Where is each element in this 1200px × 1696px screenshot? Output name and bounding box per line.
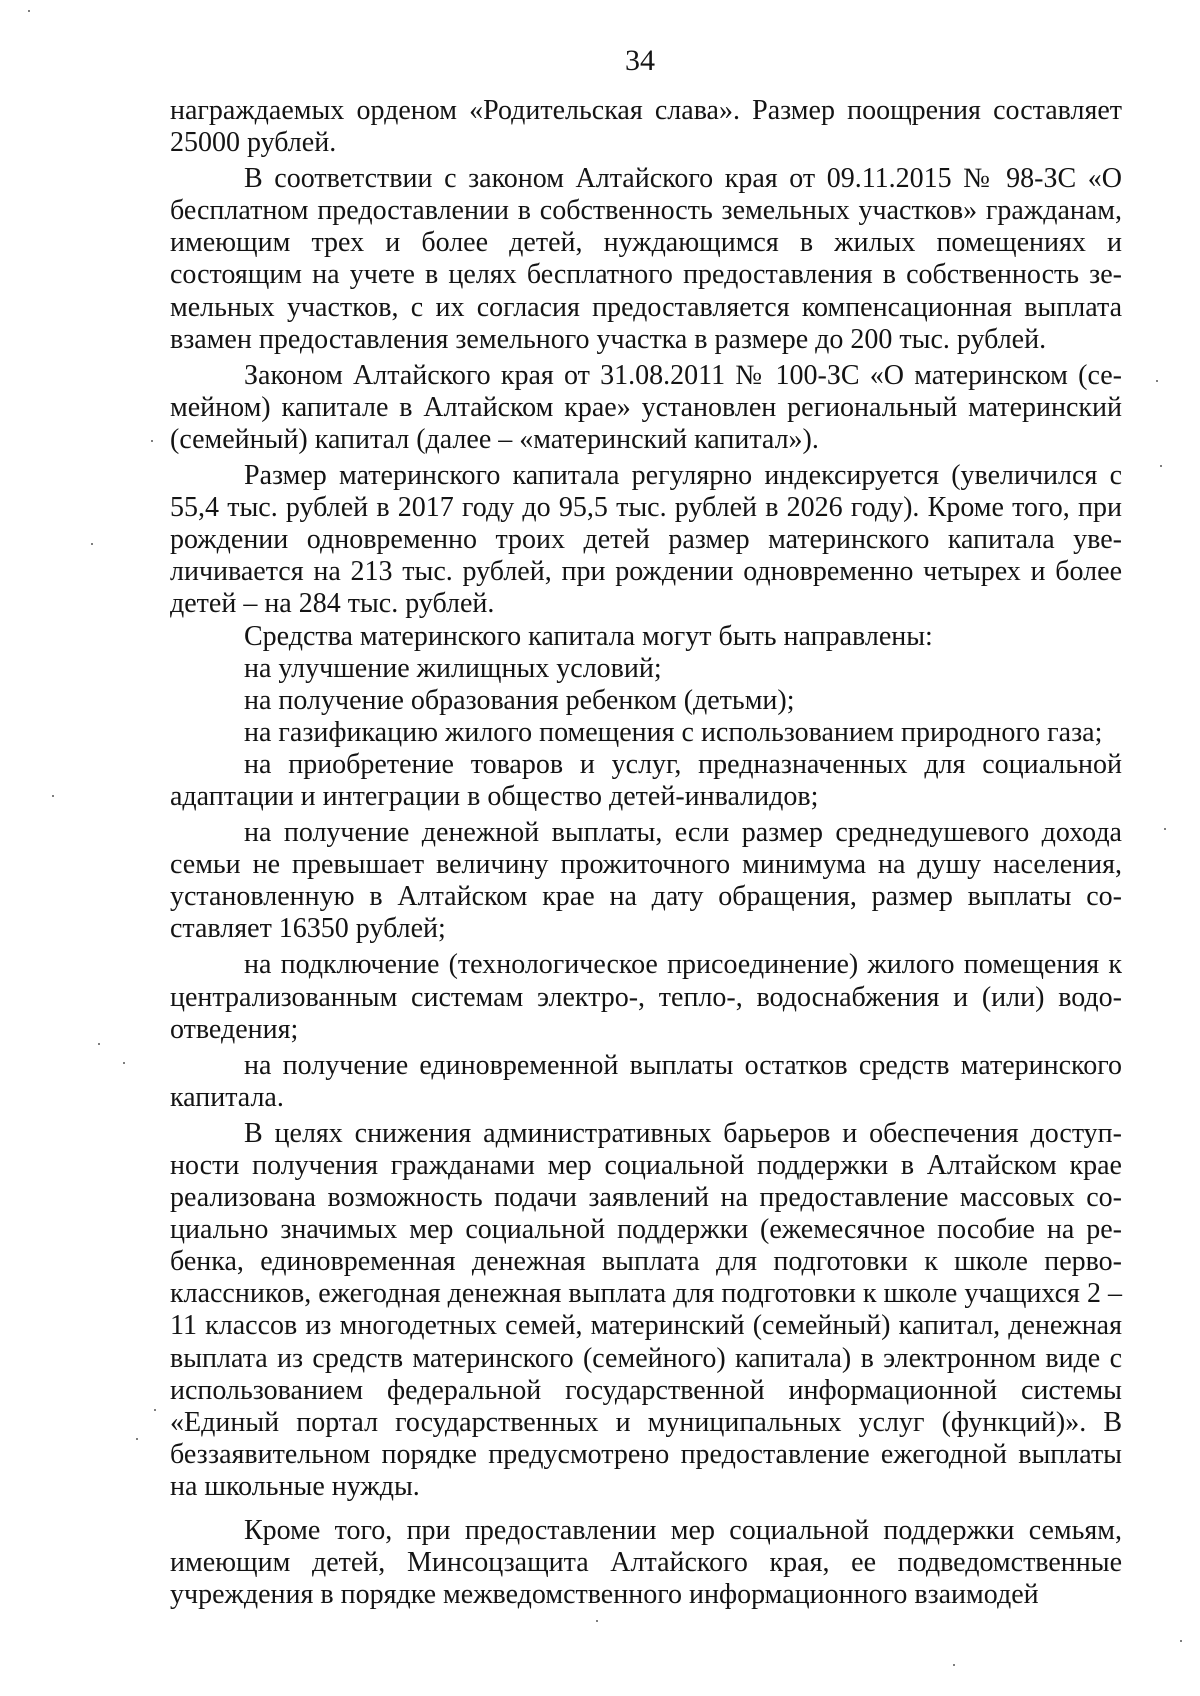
list-item-disabled-children: на приобретение товаров и услуг, предназначенных для социальной адаптации и интеграции в общество детей-инвалидов; <box>170 748 1122 812</box>
scan-speck <box>136 1438 138 1440</box>
scan-speck <box>596 1620 598 1622</box>
document-body <box>170 95 1122 1611</box>
scan-speck <box>151 440 153 442</box>
paragraph-capital-uses-intro: Средства материнского капитала могут быть направлены: <box>244 620 933 652</box>
scan-speck <box>1160 465 1162 467</box>
list-item-education: на получение образования ребенком (детьми); <box>244 684 795 716</box>
list-item-utilities-connection: на подключение (технологическое присоединение) жилого помещения к централизованным системам электро-, тепло-, водоснабжения и (или) водоотведения; <box>170 949 1122 1045</box>
paragraph-electronic-services: В целях снижения административных барьеров и обеспечения доступности получения гражданами мер социальной поддержки в Алтайском крае реализована возможность подачи заявлений на предоставление массовых социально значимых мер социальной поддержки (ежемесячное пособие на ребенка, единовременная денежная выплата для подготовки к школе первоклассников, ежегодная денежная выплата для подготовки к школе учащихся 2 – 11 классов из многодетных семей, материнский (семейный) капитал, денежная выплата из средств материнского (семейного) капитала) в электронном виде с использованием федеральной государственной информационной системы «Единый портал государственных и муниципальных услуг (функций)». В беззаявительном порядке предусмотрено предоставление ежегодной выплаты на школьные нужды. <box>170 1117 1122 1502</box>
scan-speck <box>154 1409 156 1411</box>
paragraph-award-continuation: награждаемых орденом «Родительская слава». Размер поощрения составляет 25000 рублей. <box>170 95 1122 159</box>
page-number: 34 <box>625 44 655 77</box>
scan-speck <box>1164 828 1166 830</box>
list-item-gasification: на газификацию жилого помещения с использованием природного газа; <box>244 716 1103 748</box>
scan-speck <box>28 10 30 12</box>
scan-speck <box>123 1062 125 1064</box>
list-item-lump-sum: на получение единовременной выплаты остатков средств материнского капитала. <box>170 1049 1122 1113</box>
scan-speck <box>52 795 54 797</box>
paragraph-interagency: Кроме того, при предоставлении мер социальной поддержки семьям, имеющим детей, Минсоцзащита Алтайского края, ее подведомственные учреждения в порядке межведомственного информационного взаимодей <box>170 1515 1122 1611</box>
scan-speck <box>953 1664 955 1666</box>
paragraph-maternity-capital-law: Законом Алтайского края от 31.08.2011 № 100-ЗС «О материнском (семейном) капитале в Алтайском крае» установлен региональный материнский (семейный) капитал (далее – «материнский капитал»). <box>170 359 1122 455</box>
list-item-cash-payment: на получение денежной выплаты, если размер среднедушевого дохода семьи не превышает величину прожиточного минимума на душу населения, установленную в Алтайском крае на дату обращения, размер выплаты составляет 16350 рублей; <box>170 817 1122 945</box>
list-item-housing: на улучшение жилищных условий; <box>244 652 662 684</box>
scan-speck <box>1180 1640 1182 1642</box>
paragraph-capital-indexation: Размер материнского капитала регулярно индексируется (увеличился с 55,4 тыс. рублей в 2017 году до 95,5 тыс. рублей в 2026 году). Кроме того, при рождении одновременно троих детей размер материнского капитала увеличивается на 213 тыс. рублей, при рождении одновременно четырех и более детей – на 284 тыс. рублей. <box>170 460 1122 620</box>
scan-speck <box>1156 380 1158 382</box>
scan-speck <box>98 1043 100 1045</box>
scan-speck <box>91 543 93 545</box>
paragraph-land-compensation: В соответствии с законом Алтайского края от 09.11.2015 № 98-ЗС «О бесплатном предоставлении в собственность земельных участков» гражданам, имеющим трех и более детей, нуждающимся в жилых помещениях и состоящим на учете в целях бесплатного предоставления в собственность земельных участков, с их согласия предоставляется компенсационная выплата взамен предоставления земельного участка в размере до 200 тыс. рублей. <box>170 163 1122 355</box>
